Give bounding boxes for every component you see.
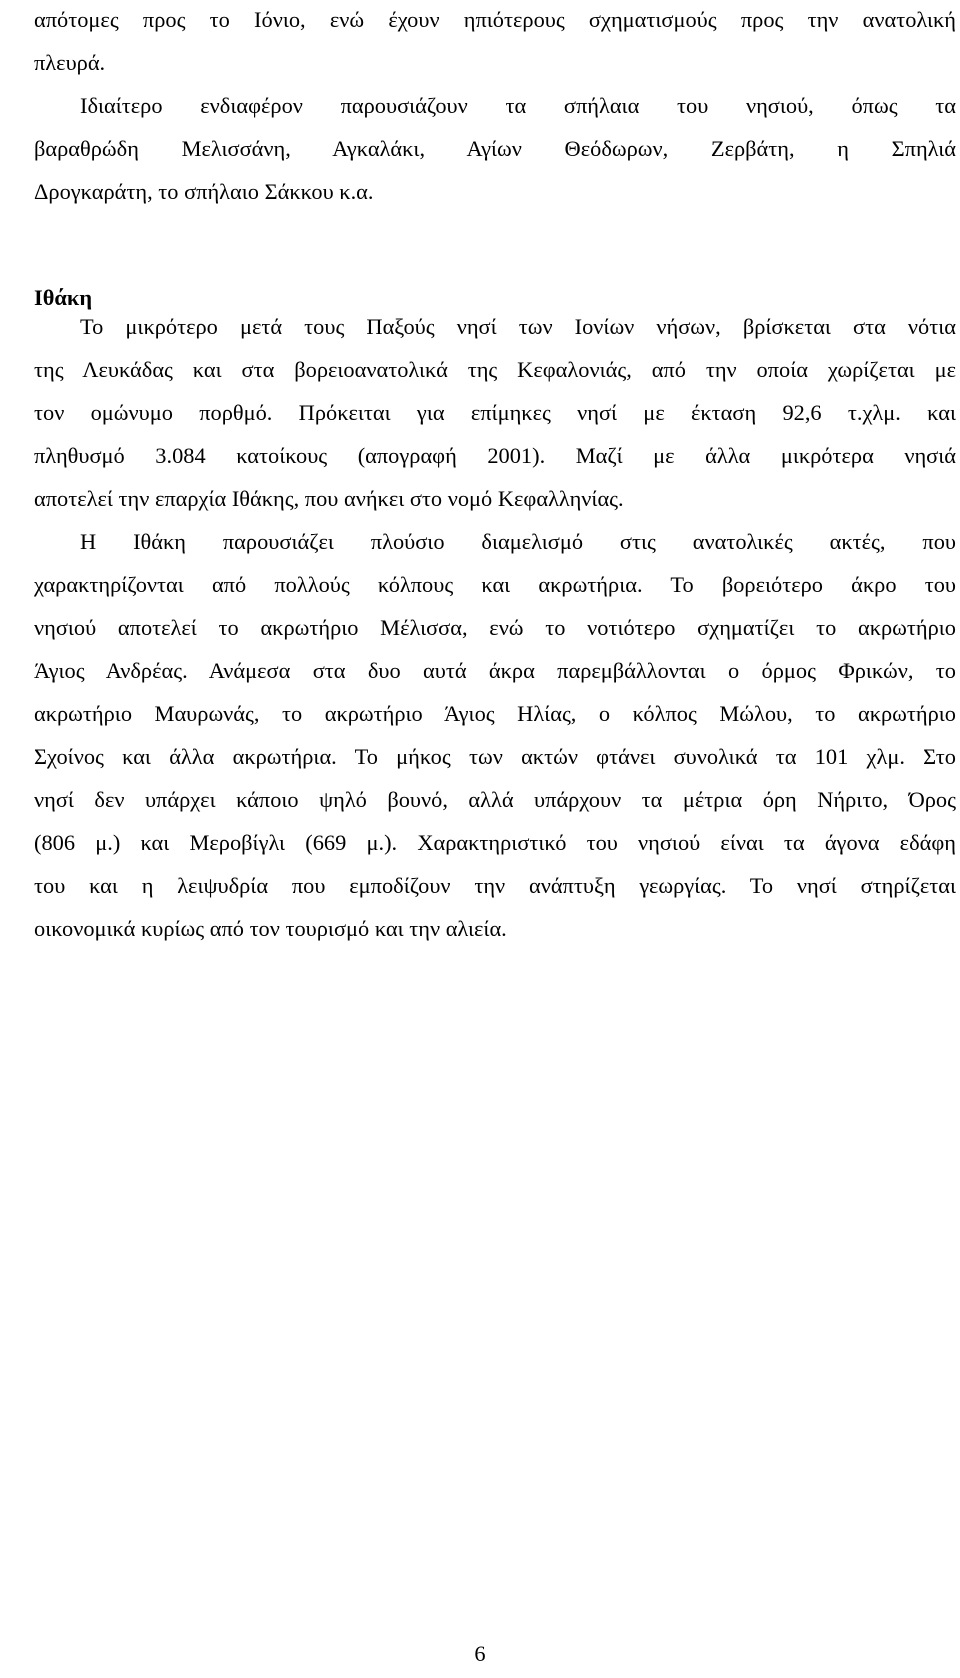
text-line: χαρακτηρίζονται από πολλούς κόλπους και ακρωτήρια. Το βορειότερο άκρο του [34, 572, 956, 597]
text-line: Ιδιαίτερο ενδιαφέρον παρουσιάζουν τα σπήλαια του νησιού, όπως τα [80, 93, 956, 118]
text-line: Δρογκαράτη, το σπήλαιο Σάκκου κ.α. [34, 179, 374, 204]
text-line: τον ομώνυμο πορθμό. Πρόκειται για επίμηκες νησί με έκταση 92,6 τ.χλμ. και [34, 400, 956, 425]
text-line: αποτελεί την επαρχία Ιθάκης, που ανήκει στο νομό Κεφαλληνίας. [34, 486, 624, 511]
section-heading: Ιθάκη [34, 285, 93, 310]
text-line: (806 μ.) και Μεροβίγλι (669 μ.). Χαρακτηριστικό του νησιού είναι τα άγονα εδάφη [34, 830, 956, 855]
page-number: 6 [474, 1641, 486, 1666]
text-line: οικονομικά κυρίως από τον τουρισμό και την αλιεία. [34, 916, 507, 941]
text-line: πληθυσμό 3.084 κατοίκους (απογραφή 2001). Μαζί με άλλα μικρότερα νησιά [34, 443, 956, 468]
text-line: Σχοίνος και άλλα ακρωτήρια. Το μήκος των ακτών φτάνει συνολικά τα 101 χλμ. Στο [34, 744, 956, 769]
text-line: του και η λειψυδρία που εμποδίζουν την ανάπτυξη γεωργίας. Το νησί στηρίζεται [34, 873, 956, 898]
text-line: Το μικρότερο μετά τους Παξούς νησί των Ιονίων νήσων, βρίσκεται στα νότια [80, 314, 956, 339]
text-line: της Λευκάδας και στα βορειοανατολικά της Κεφαλονιάς, από την οποία χωρίζεται με [34, 357, 956, 382]
text-line: Η Ιθάκη παρουσιάζει πλούσιο διαμελισμό στις ανατολικές ακτές, που [80, 529, 956, 554]
text-line: νησιού αποτελεί το ακρωτήριο Μέλισσα, ενώ το νοτιότερο σχηματίζει το ακρωτήριο [34, 615, 956, 640]
text-line: ακρωτήριο Μαυρωνάς, το ακρωτήριο Άγιος Ηλίας, ο κόλπος Μώλου, το ακρωτήριο [34, 701, 956, 726]
text-line: νησί δεν υπάρχει κάποιο ψηλό βουνό, αλλά υπάρχουν τα μέτρια όρη Νήριτο, Όρος [34, 787, 956, 812]
text-line: Άγιος Ανδρέας. Ανάμεσα στα δυο αυτά άκρα παρεμβάλλονται ο όρμος Φρικών, το [34, 658, 956, 683]
text-line: απότομες προς το Ιόνιο, ενώ έχουν ηπιότερους σχηματισμούς προς την ανατολική [34, 7, 956, 32]
text-line: βαραθρώδη Μελισσάνη, Αγκαλάκι, Αγίων Θεόδωρων, Ζερβάτη, η Σπηλιά [34, 136, 956, 161]
text-line: πλευρά. [34, 50, 106, 75]
